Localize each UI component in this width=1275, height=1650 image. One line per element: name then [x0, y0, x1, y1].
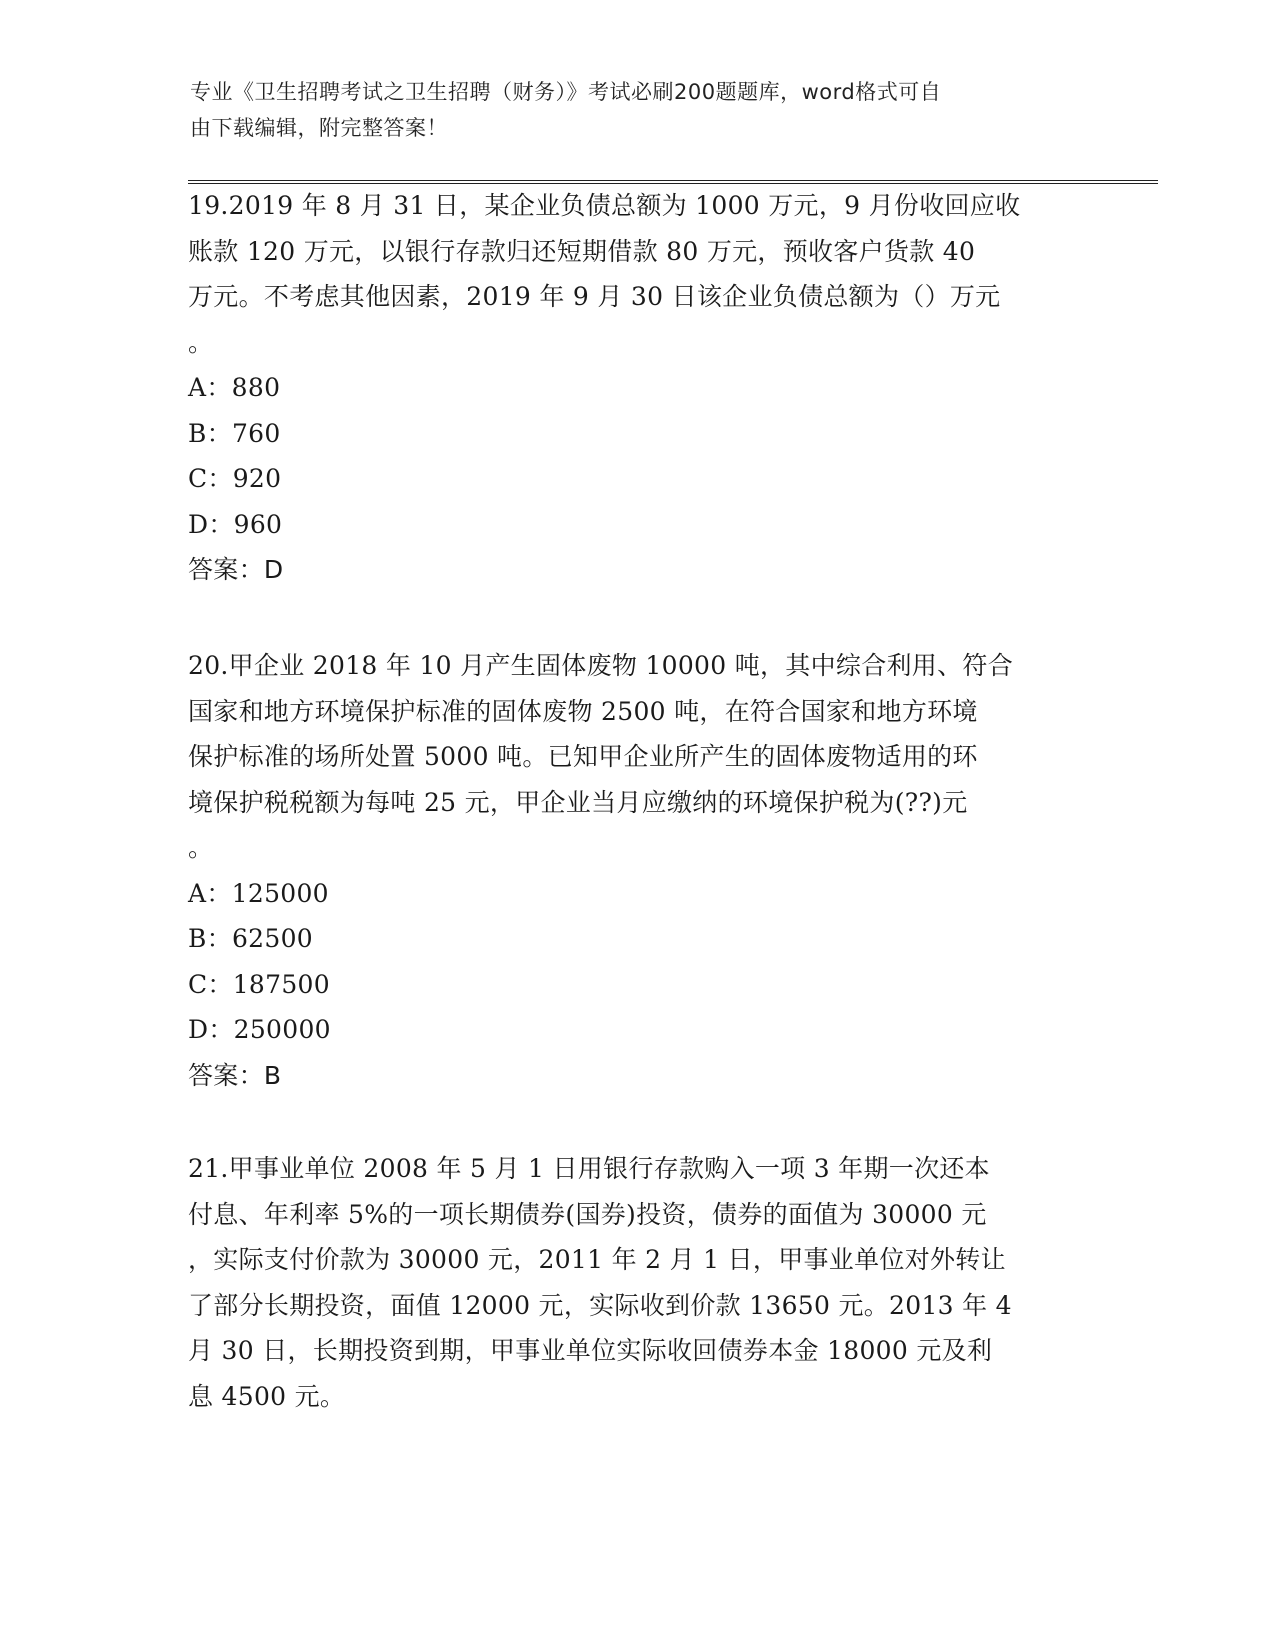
question-21 — [188, 1146, 1088, 1419]
option-d: D：250000 — [188, 1015, 331, 1044]
option-c: C：187500 — [188, 969, 330, 999]
question-text-line: 万元。不考虑其他因素，2019 年 9 月 30 日该企业负债总额为（）万元 — [188, 282, 1001, 311]
question-text-line: 19.2019 年 8 月 31 日，某企业负债总额为 1000 万元，9 月份收回应收 — [188, 191, 1021, 220]
question-19 — [188, 183, 1088, 593]
question-text-line: 了部分长期投资，面值 12000 元，实际收到价款 13650 元。2013 年 4 — [188, 1290, 1012, 1320]
option-c: C：920 — [188, 464, 282, 493]
question-text-line: 保护标准的场所处置 5000 吨。已知甲企业所产生的固体废物适用的环 — [188, 742, 978, 771]
option-b: B：62500 — [188, 924, 314, 953]
document-header — [190, 74, 1070, 146]
question-text-line: 账款 120 万元，以银行存款归还短期借款 80 万元，预收客户货款 40 — [188, 236, 976, 266]
question-text-line: 。 — [188, 327, 214, 357]
header-title-line-2: 由下载编辑，附完整答案！ — [190, 116, 448, 140]
question-text-line: ，实际支付价款为 30000 元，2011 年 2 月 1 日，甲事业单位对外转让 — [188, 1245, 1006, 1274]
question-text-line: 。 — [188, 833, 214, 862]
question-text-line: 月 30 日，长期投资到期，甲事业单位实际收回债券本金 18000 元及利 — [188, 1336, 993, 1365]
header-title-line-1: 专业《卫生招聘考试之卫生招聘（财务）》考试必刷200题题库，word格式可自 — [190, 80, 942, 104]
option-b: B：760 — [188, 418, 281, 448]
question-text-line: 20.甲企业 2018 年 10 月产生固体废物 10000 吨，其中综合利用、符合 — [188, 651, 1014, 680]
option-d: D：960 — [188, 509, 283, 539]
question-text-line: 境保护税税额为每吨 25 元，甲企业当月应缴纳的环境保护税为(??)元 — [188, 787, 968, 817]
answer: 答案：D — [188, 555, 284, 584]
option-a: A：880 — [188, 373, 281, 402]
question-20 — [188, 643, 1088, 1098]
question-text-line: 21.甲事业单位 2008 年 5 月 1 日用银行存款购入一项 3 年期一次还本 — [188, 1154, 990, 1183]
question-text-line: 付息、年利率 5%的一项长期债券(国券)投资，债券的面值为 30000 元 — [188, 1199, 987, 1229]
question-text-line: 息 4500 元。 — [188, 1381, 346, 1411]
option-a: A：125000 — [188, 878, 329, 908]
question-text-line: 国家和地方环境保护标准的固体废物 2500 吨，在符合国家和地方环境 — [188, 696, 978, 726]
answer: 答案：B — [188, 1060, 282, 1090]
